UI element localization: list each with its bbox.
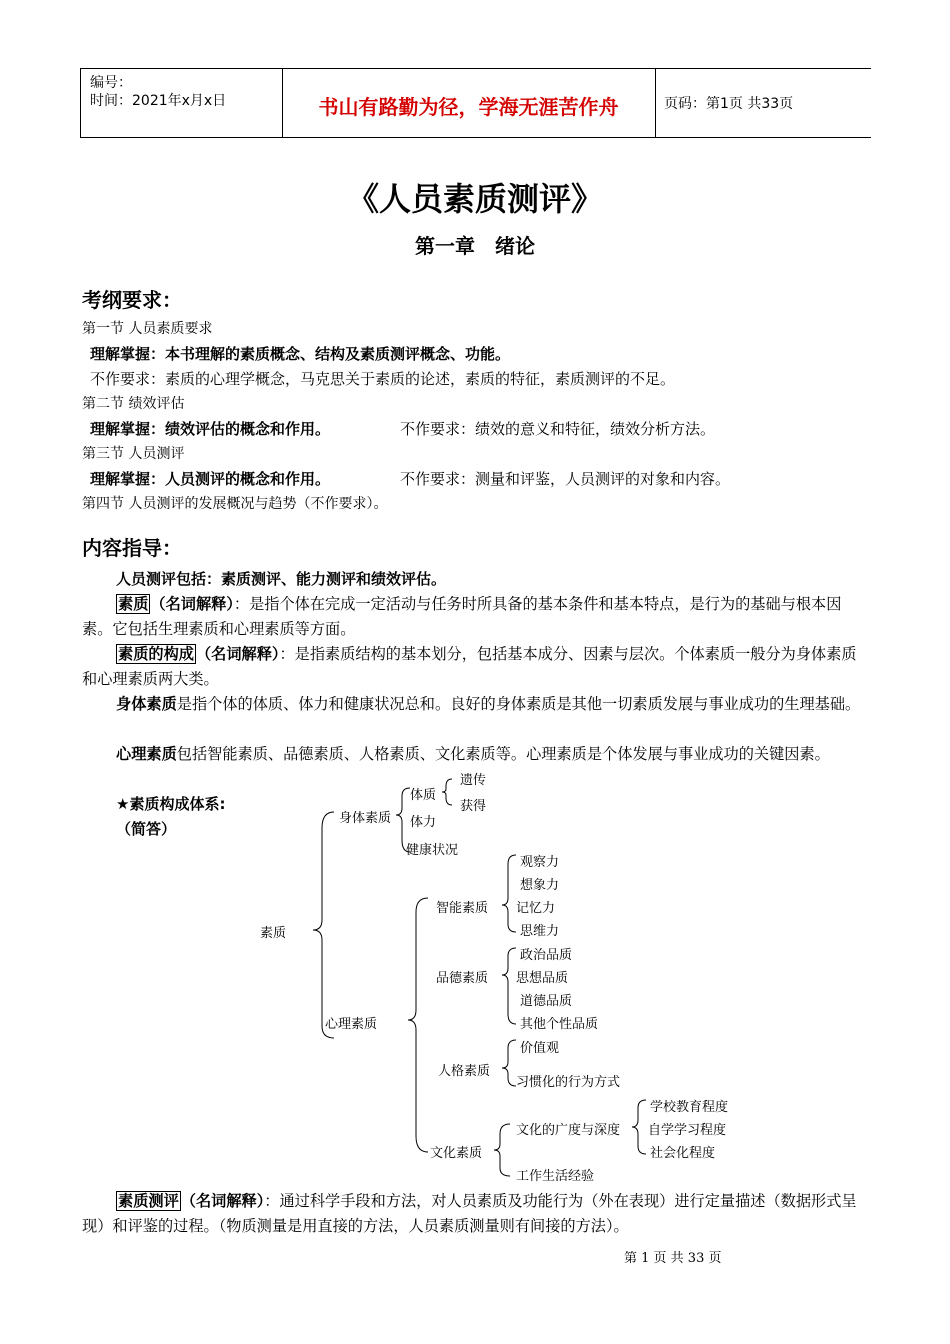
tree-wenhua-item-1: 工作生活经验 (516, 1169, 595, 1184)
section-3-not-required: 不作要求：测量和评鉴，人员测评的对象和内容。 (400, 470, 731, 488)
section-2: 第二节 绩效评估 (82, 396, 185, 412)
tree-renge-item-0: 价值观 (520, 1041, 560, 1056)
guangdu-brace (632, 1100, 646, 1154)
guide-intro: 人员测评包括：素质测评、能力测评和绩效评估。 (116, 570, 447, 588)
tree-mind: 心理素质 (325, 1017, 378, 1032)
tag-suzhi: （名词解释） (150, 595, 234, 613)
def-xinli: 包括智能素质、品德素质、人格素质、文化素质等。心理素质是个体发展与事业成功的关键因素。 (176, 745, 830, 763)
tree-tizhi-item-1: 获得 (460, 799, 487, 814)
section-3: 第三节 人员测评 (82, 446, 185, 462)
definition-ceping (82, 1189, 870, 1239)
tree-renge-item-1: 习惯化的行为方式 (516, 1075, 621, 1090)
tree-guangdu-item-0: 学校教育程度 (650, 1100, 729, 1115)
page-label: 页码：第1页 共33页 (664, 96, 794, 112)
tree-zhineng-item-1: 想象力 (520, 878, 560, 893)
tree-tizhi-item-0: 遗传 (460, 773, 487, 788)
section-2-not-required: 不作要求：绩效的意义和特征，绩效分析方法。 (400, 420, 716, 438)
def-suzhi: ：是指个体在完成一定活动与任务时所具备的基本条件和基本特点，是行为的基础与根本因素。它包括生理素质和心理素质等方面。 (82, 595, 842, 638)
tree-root: 素质 (260, 926, 287, 941)
serial-label: 编号： (90, 75, 132, 91)
section-1-understand: 理解掌握：本书理解的素质概念、结构及素质测评概念、功能。 (90, 345, 511, 363)
root-brace (313, 812, 334, 1038)
page-footer: 第 1 页 共 33 页 (624, 1251, 722, 1266)
system-type: （简答） (116, 820, 177, 838)
section-2-understand: 理解掌握：绩效评估的概念和作用。 (90, 420, 331, 438)
document-title: 《人员素质测评》 (346, 180, 603, 218)
tree-zhineng-item-2: 记忆力 (516, 901, 556, 916)
mind-brace (408, 898, 428, 1152)
term-xinli: 心理素质 (116, 745, 177, 763)
tree-guangdu-item-2: 社会化程度 (650, 1146, 716, 1161)
pinde-brace (502, 948, 516, 1024)
tree-zhineng-item-0: 观察力 (520, 855, 560, 870)
renge-brace (502, 1040, 516, 1086)
tree-body: 身体素质 (339, 811, 392, 826)
time-label: 时间：2021年x月x日 (90, 93, 227, 109)
def-shenti: 是指个体的体质、体力和健康状况总和。良好的身体素质是其他一切素质发展与事业成功的生理基础。 (176, 695, 861, 713)
tree-pinde-item-0: 政治品质 (520, 948, 573, 963)
tree-pinde-item-2: 道德品质 (520, 994, 573, 1009)
tree-pinde: 品德素质 (436, 971, 489, 986)
tree-wenhua: 文化素质 (430, 1146, 483, 1161)
wenhua-brace (494, 1124, 510, 1176)
guide-heading: 内容指导： (82, 536, 182, 560)
term-goucheng: 素质的构成 (118, 645, 194, 663)
tree-pinde-item-3: 其他个性品质 (520, 1017, 599, 1032)
tag-ceping: （名词解释） (180, 1192, 265, 1210)
syllabus-heading: 考纲要求： (82, 288, 182, 312)
section-4: 第四节 人员测评的发展概况与趋势（不作要求）。 (82, 496, 388, 512)
def-goucheng: ：是指素质结构的基本划分，包括基本成分、因素与层次。个体素质一般分为身体素质和心理素质两大类。 (82, 645, 857, 688)
tree-zhineng-item-3: 思维力 (520, 924, 560, 939)
tree-body-item-0: 体质 (410, 788, 437, 803)
section-1: 第一节 人员素质要求 (82, 321, 213, 337)
term-suzhi: 素质 (118, 595, 149, 613)
section-3-understand: 理解掌握：人员测评的概念和作用。 (90, 470, 331, 488)
tree-renge: 人格素质 (438, 1064, 491, 1079)
term-shenti: 身体素质 (116, 695, 177, 713)
chapter-title: 第一章 绪论 (415, 234, 535, 258)
tizhi-brace (442, 779, 452, 805)
zhineng-brace (502, 855, 516, 932)
tree-body-item-1: 体力 (410, 815, 437, 830)
def-ceping: ：通过科学手段和方法，对人员素质及功能行为（外在表现）进行定量描述（数据形式呈现）和评鉴的过程。（物质测量是用直接的方法，人员素质测量则有间接的方法）。 (82, 1192, 857, 1235)
tree-guangdu-item-1: 自学学习程度 (648, 1123, 727, 1138)
motto: 书山有路勤为径，学海无涯苦作舟 (318, 95, 619, 119)
tree-wenhua-item-0: 文化的广度与深度 (516, 1123, 621, 1138)
system-label: ★素质构成体系: (116, 795, 226, 813)
tree-zhineng: 智能素质 (436, 901, 489, 916)
term-ceping: 素质测评 (118, 1192, 179, 1210)
tree-body-item-2: 健康状况 (406, 843, 459, 858)
section-1-not-required: 不作要求：素质的心理学概念，马克思关于素质的论述，素质的特征，素质测评的不足。 (90, 370, 676, 388)
tag-goucheng: （名词解释） (195, 645, 280, 663)
tree-pinde-item-1: 思想品质 (516, 971, 569, 986)
